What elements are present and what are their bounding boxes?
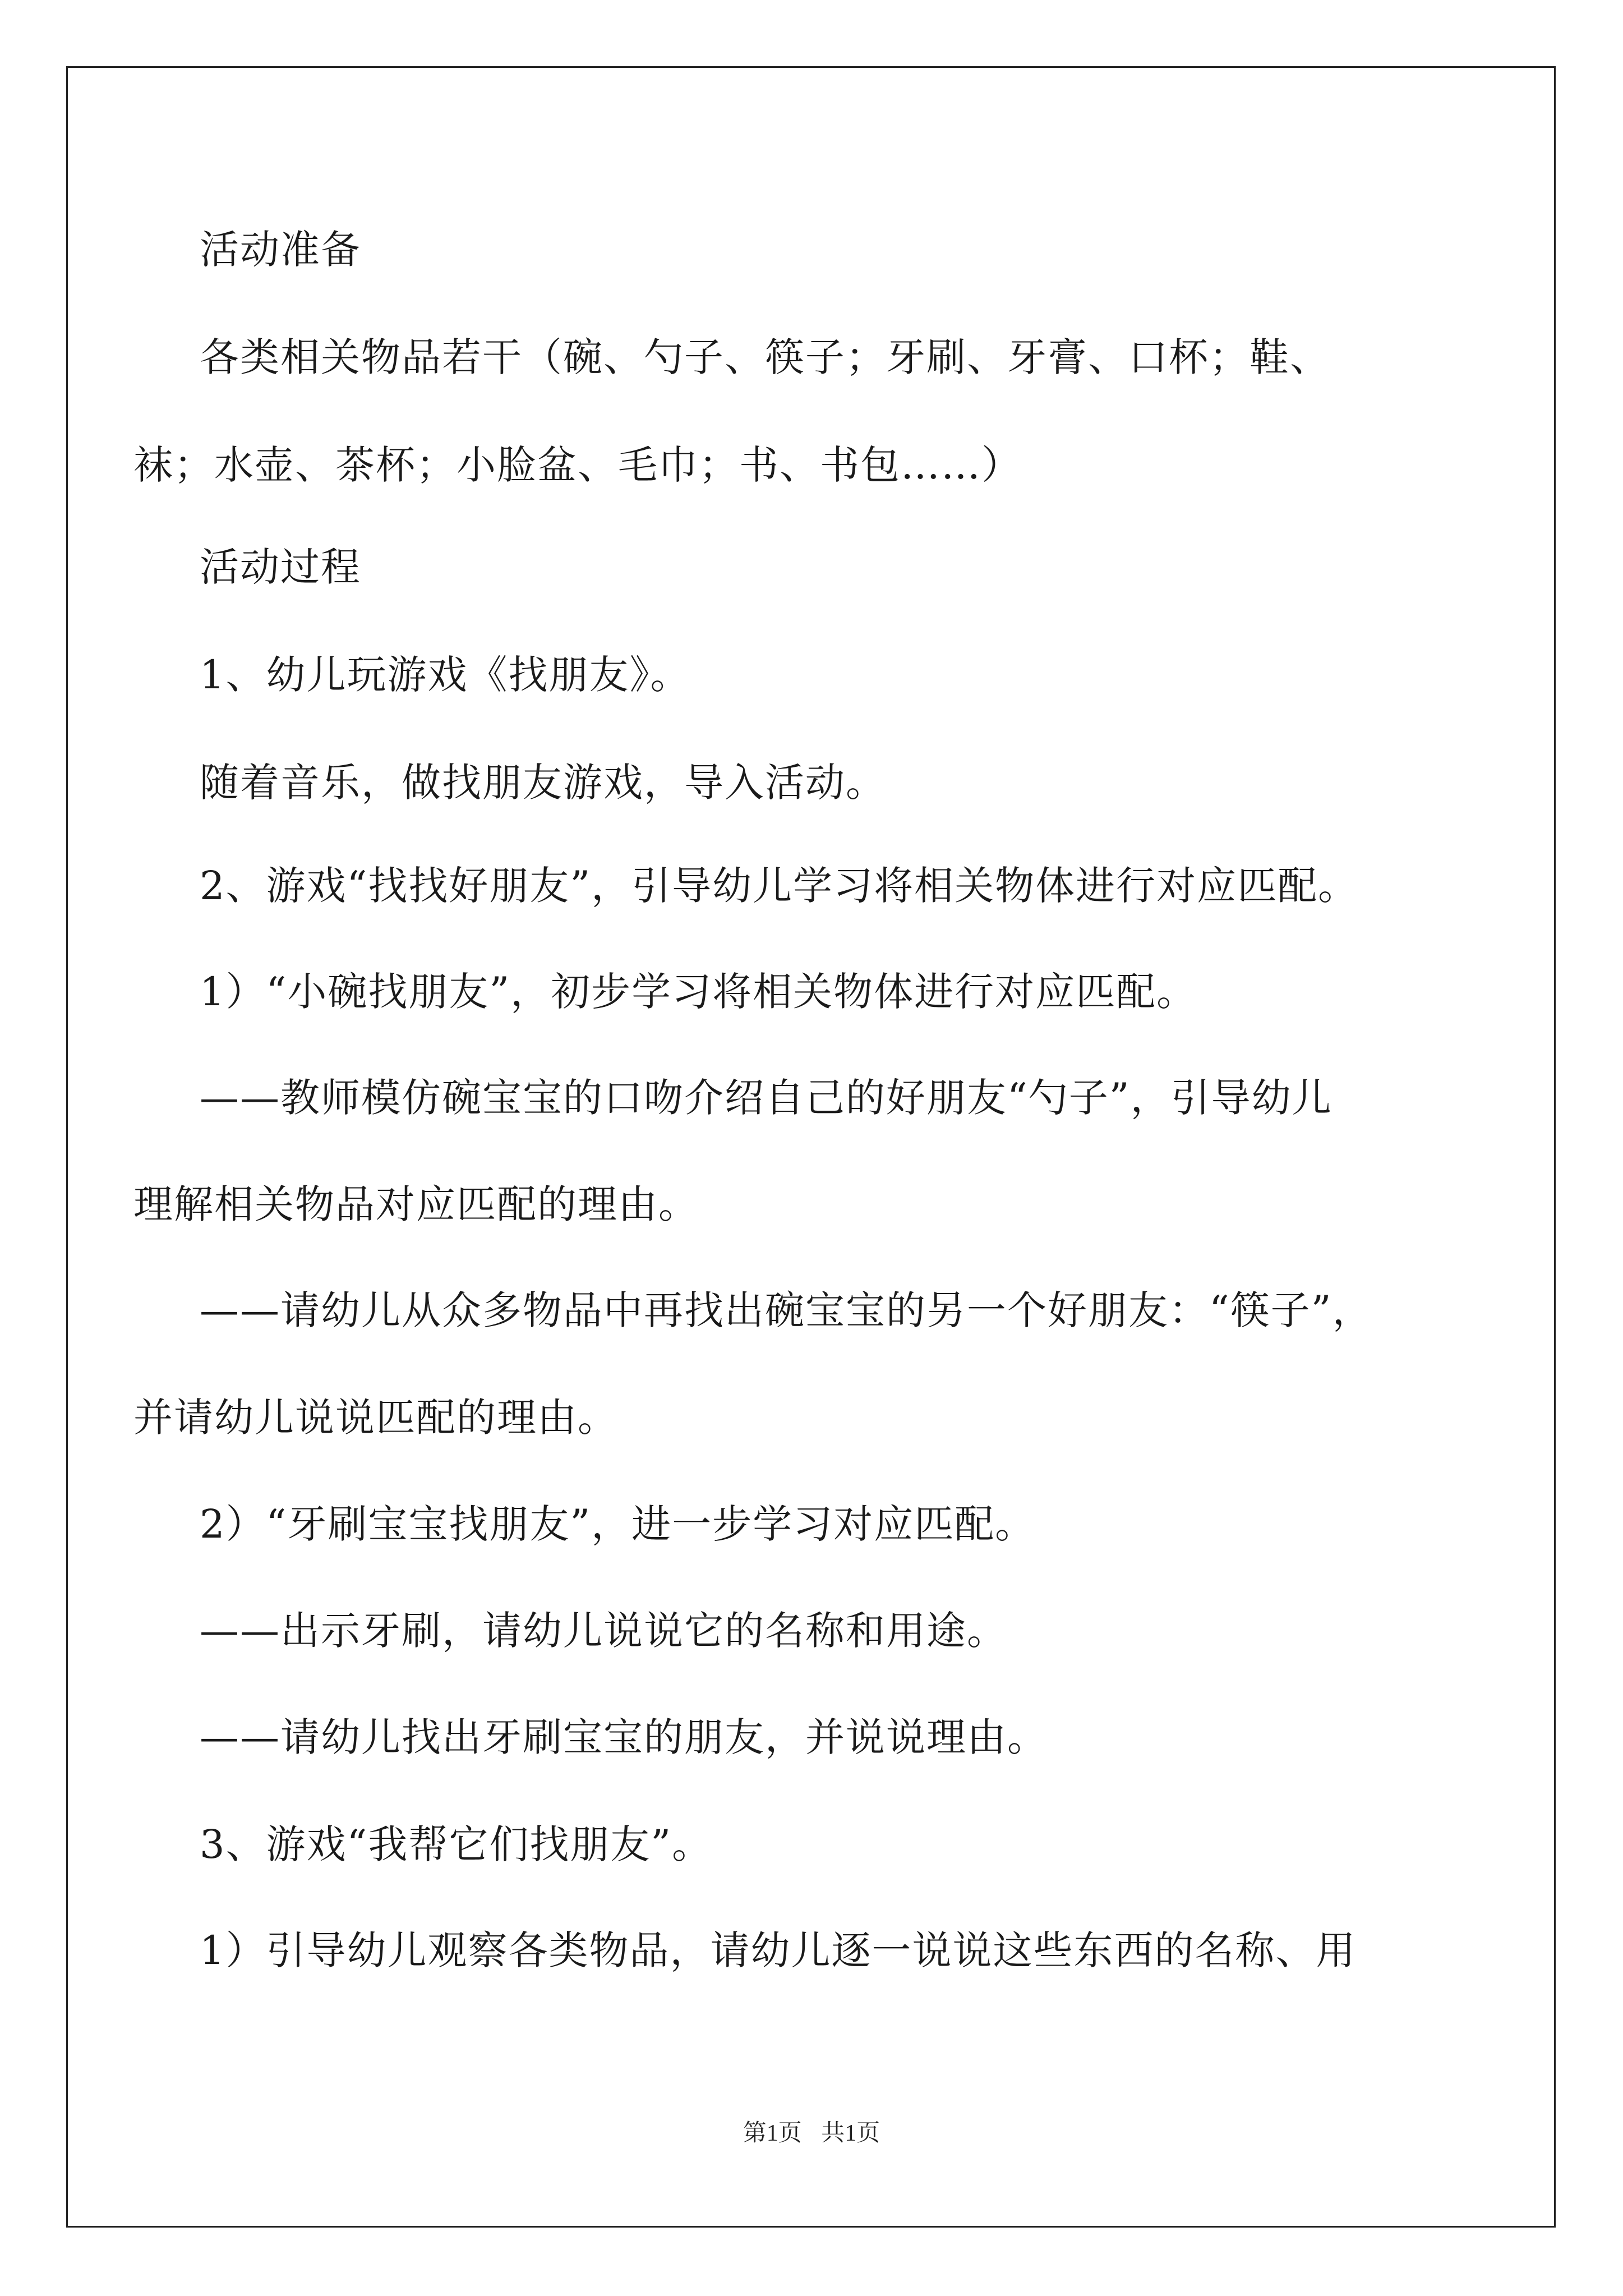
paragraph-teacher-demo-cont: 理解相关物品对应匹配的理由。 xyxy=(133,1181,699,1227)
paragraph-step-2-2: 2）“牙刷宝宝找朋友”，进一步学习对应匹配。 xyxy=(200,1501,1036,1547)
paragraph-materials-cont: 袜；水壶、茶杯；小脸盆、毛巾；书、书包……） xyxy=(133,442,1022,488)
paragraph-teacher-demo: ——教师模仿碗宝宝的口吻介绍自己的好朋友“勺子”，引导幼儿 xyxy=(200,1075,1332,1121)
page-border xyxy=(66,66,1556,2228)
section-heading-preparation: 活动准备 xyxy=(200,227,361,273)
paragraph-step-3: 3、游戏“我帮它们找朋友”。 xyxy=(200,1821,713,1867)
page-number: 第1页 xyxy=(743,2120,802,2146)
paragraph-show-toothbrush: ——出示牙刷，请幼儿说说它的名称和用途。 xyxy=(200,1608,1007,1654)
paragraph-step-1: 1、幼儿玩游戏《找朋友》。 xyxy=(200,652,691,698)
page-total: 共1页 xyxy=(821,2120,880,2146)
section-heading-process: 活动过程 xyxy=(200,544,361,590)
paragraph-step-2-1: 1）“小碗找朋友”，初步学习将相关物体进行对应匹配。 xyxy=(200,969,1197,1015)
paragraph-step-2: 2、游戏“找找好朋友”，引导幼儿学习将相关物体进行对应匹配。 xyxy=(200,863,1359,909)
paragraph-find-chopsticks: ——请幼儿从众多物品中再找出碗宝宝的另一个好朋友：“筷子”， xyxy=(200,1287,1373,1333)
page-footer xyxy=(0,2119,1623,2147)
paragraph-step-3-1: 1）引导幼儿观察各类物品，请幼儿逐一说说这些东西的名称、用 xyxy=(200,1927,1357,1973)
paragraph-materials: 各类相关物品若干（碗、勺子、筷子；牙刷、牙膏、口杯；鞋、 xyxy=(200,334,1330,380)
paragraph-step-1-detail: 随着音乐，做找朋友游戏，导入活动。 xyxy=(200,760,886,806)
paragraph-find-toothbrush-friends: ——请幼儿找出牙刷宝宝的朋友，并说说理由。 xyxy=(200,1714,1048,1760)
paragraph-find-chopsticks-cont: 并请幼儿说说匹配的理由。 xyxy=(133,1395,618,1441)
